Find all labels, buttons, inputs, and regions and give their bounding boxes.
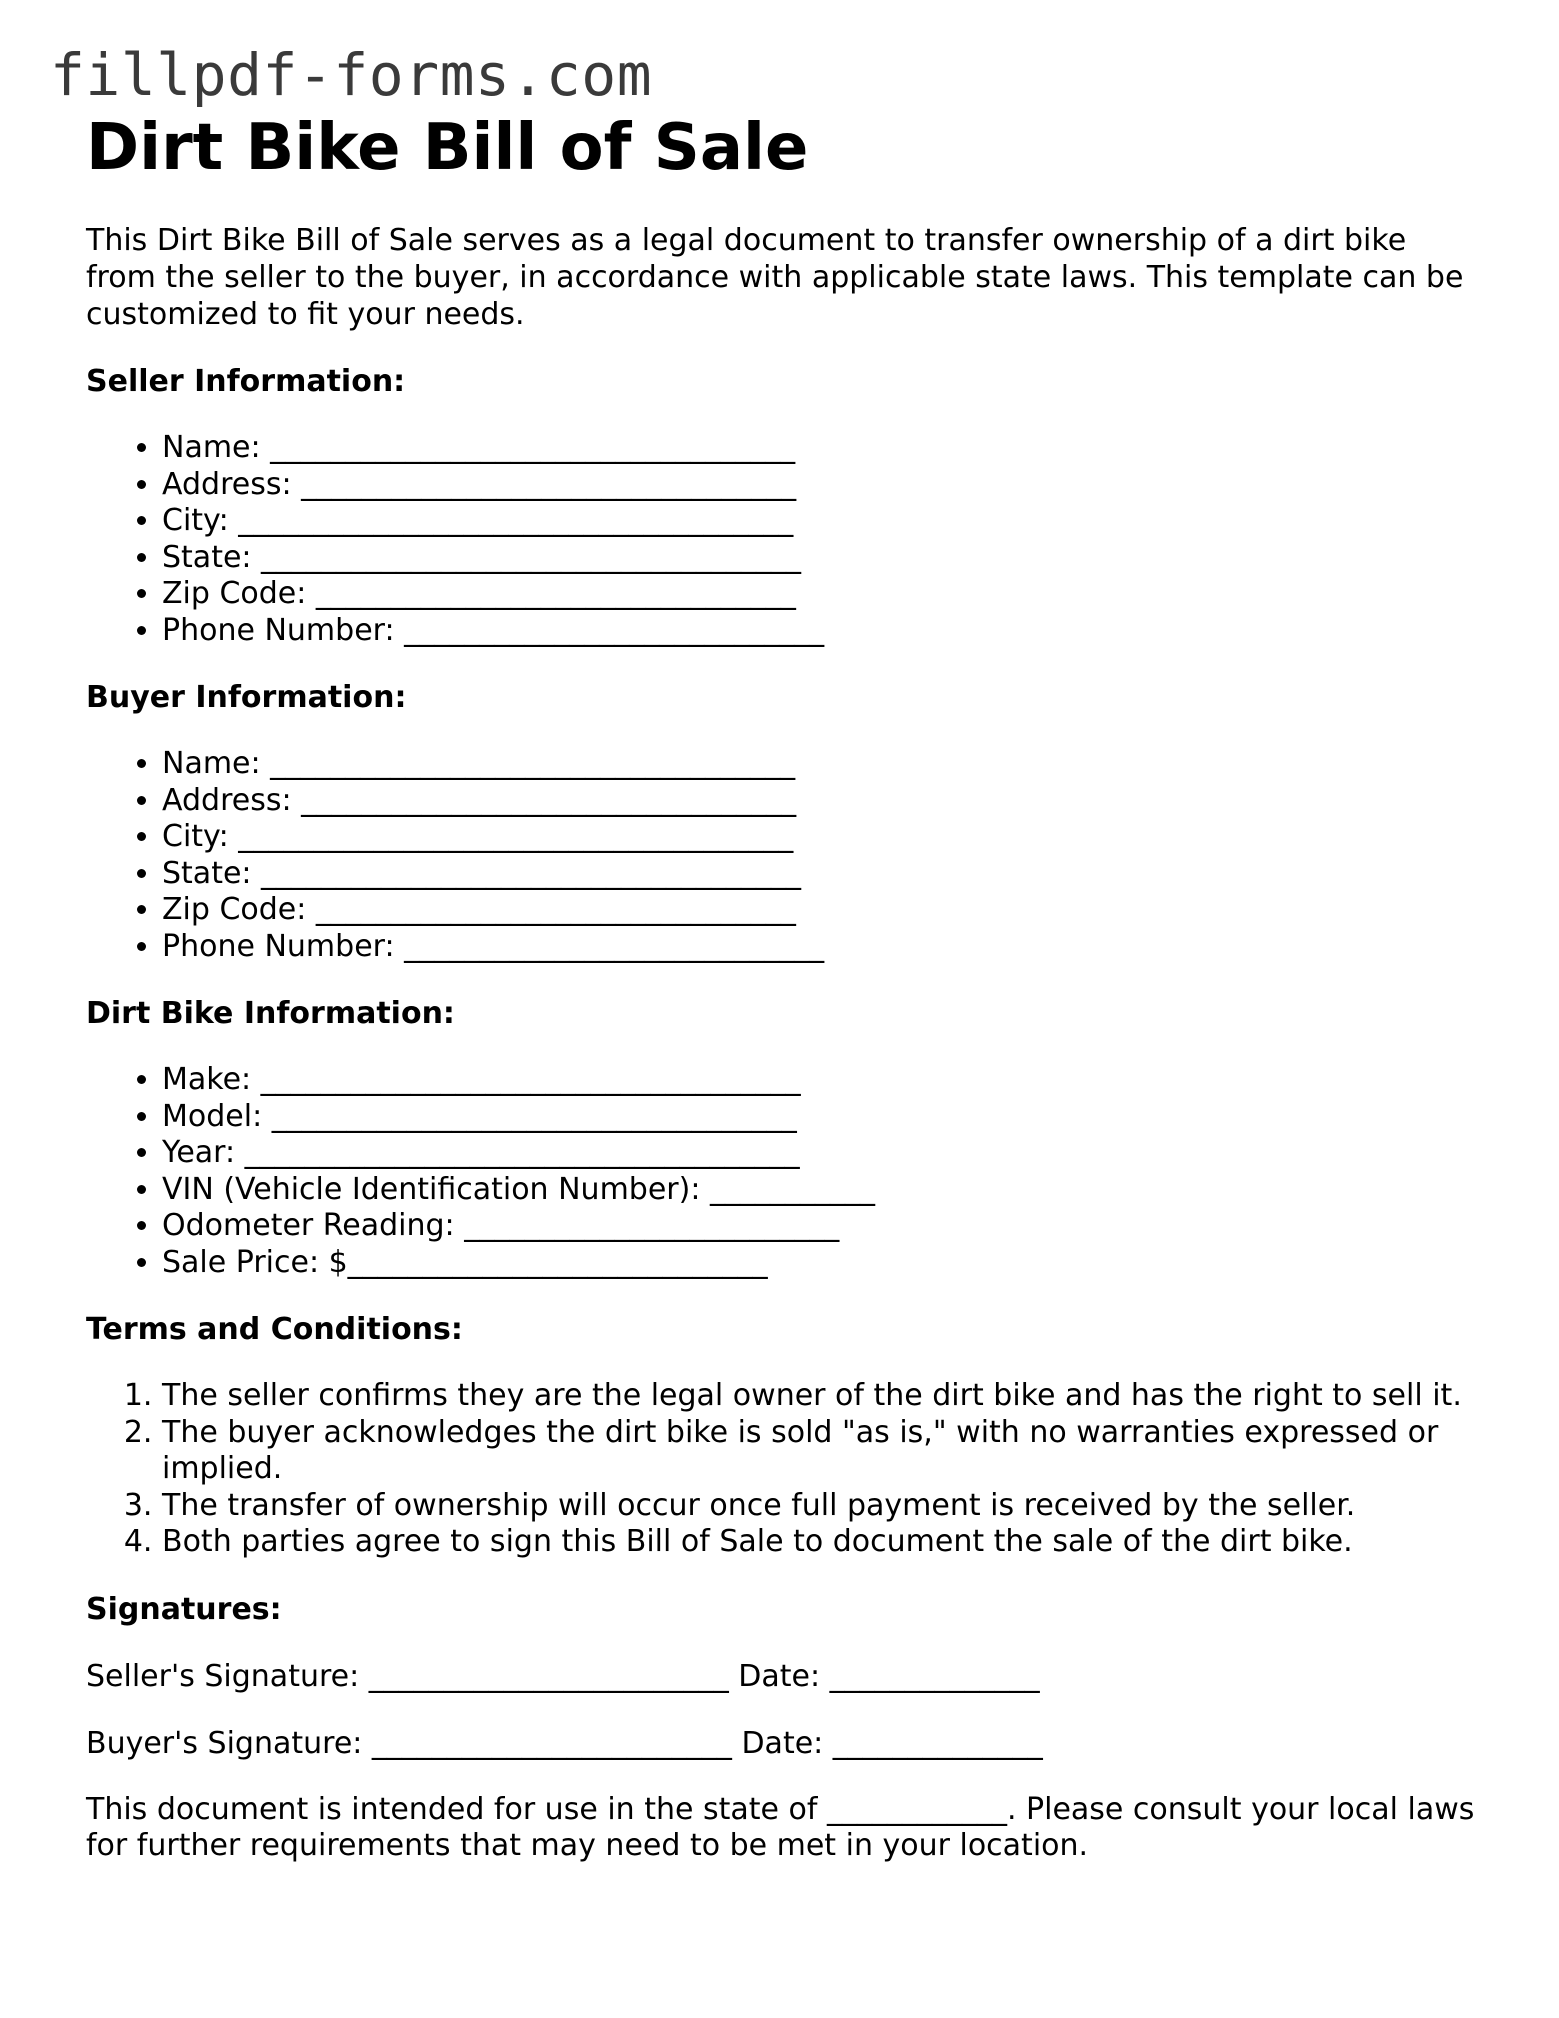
watermark: fillpdf-forms.com — [50, 41, 653, 109]
buyer-field-list — [86, 746, 1486, 965]
seller-phone-field[interactable]: • Phone Number: ____________________________ — [162, 613, 1486, 650]
bike-odometer-field[interactable]: • Odometer Reading: _________________________ — [162, 1208, 1486, 1245]
bike-field-list — [86, 1062, 1486, 1281]
terms-list — [86, 1378, 1486, 1561]
bike-model-field[interactable]: • Model: ___________________________________ — [162, 1099, 1486, 1136]
page-title: Dirt Bike Bill of Sale — [86, 111, 809, 185]
seller-zip-field[interactable]: • Zip Code: ________________________________ — [162, 576, 1486, 613]
buyer-phone-field[interactable]: • Phone Number: ____________________________ — [162, 929, 1486, 966]
seller-signature-line[interactable]: Seller's Signature: ________________________ Date: ______________ — [86, 1658, 1040, 1694]
intro-paragraph: This Dirt Bike Bill of Sale serves as a legal document to transfer ownership of a dirt bike from the seller to the buyer, in accordance with applicable state laws. This template can be customized to fit your needs. — [86, 223, 1464, 332]
terms-heading: Terms and Conditions: — [86, 1312, 463, 1347]
bike-heading: Dirt Bike Information: — [86, 996, 455, 1031]
footer-note: This document is intended for use in the state of ____________. Please consult your local laws for further requirements that may need to be met in your location. — [86, 1791, 1475, 1863]
buyer-name-field[interactable]: • Name: ___________________________________ — [162, 746, 1486, 783]
terms-item: 1. The seller confirms they are the legal owner of the dirt bike and has the right to sell it. — [162, 1378, 1482, 1415]
buyer-address-field[interactable]: • Address: _________________________________ — [162, 783, 1486, 820]
terms-item: 3. The transfer of ownership will occur once full payment is received by the seller. — [162, 1488, 1482, 1525]
buyer-signature-line[interactable]: Buyer's Signature: ________________________ Date: ______________ — [86, 1725, 1043, 1761]
seller-field-list — [86, 430, 1486, 649]
document-page — [86, 108, 1486, 1865]
seller-state-field[interactable]: • State: ____________________________________ — [162, 540, 1486, 577]
seller-name-field[interactable]: • Name: ___________________________________ — [162, 430, 1486, 467]
seller-heading: Seller Information: — [86, 364, 406, 399]
bike-make-field[interactable]: • Make: ____________________________________ — [162, 1062, 1486, 1099]
buyer-state-field[interactable]: • State: ____________________________________ — [162, 856, 1486, 893]
seller-city-field[interactable]: • City: _____________________________________ — [162, 503, 1486, 540]
buyer-city-field[interactable]: • City: _____________________________________ — [162, 819, 1486, 856]
terms-item: 4. Both parties agree to sign this Bill of Sale to document the sale of the dirt bike. — [162, 1524, 1482, 1561]
signatures-heading: Signatures: — [86, 1591, 282, 1627]
bike-year-field[interactable]: • Year: _____________________________________ — [162, 1135, 1486, 1172]
buyer-heading: Buyer Information: — [86, 680, 407, 715]
buyer-zip-field[interactable]: • Zip Code: ________________________________ — [162, 892, 1486, 929]
seller-address-field[interactable]: • Address: _________________________________ — [162, 467, 1486, 504]
bike-vin-field[interactable]: • VIN (Vehicle Identification Number): ___________ — [162, 1172, 1486, 1209]
bike-sale-price-field[interactable]: • Sale Price: $____________________________ — [162, 1245, 1486, 1282]
terms-item: 2. The buyer acknowledges the dirt bike is sold "as is," with no warranties expressed or implied. — [162, 1415, 1482, 1488]
